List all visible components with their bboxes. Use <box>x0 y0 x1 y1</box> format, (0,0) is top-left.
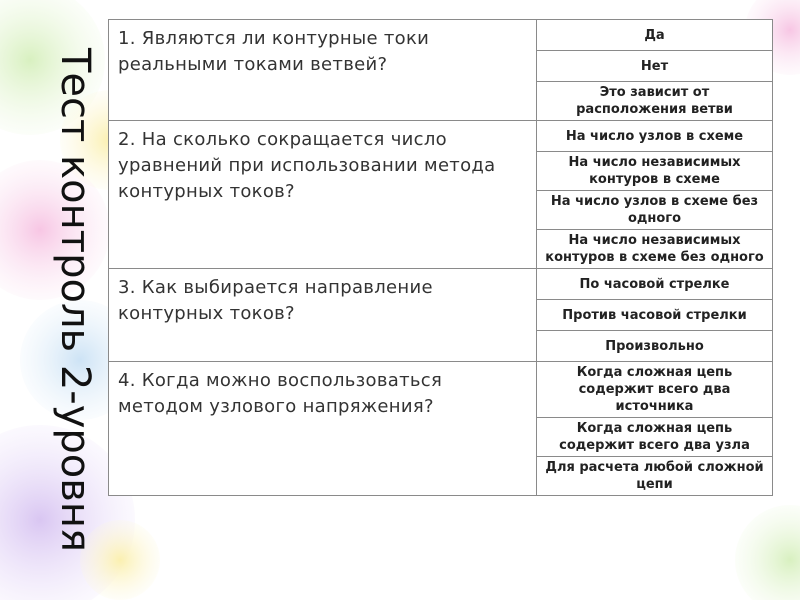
question-3: 3. Как выбирается направление контурных токов? <box>109 269 537 362</box>
answer-option[interactable]: Да <box>537 20 773 51</box>
table-row <box>109 121 773 152</box>
table-row <box>109 362 773 418</box>
answer-option[interactable]: Нет <box>537 51 773 82</box>
side-title: Тест контроль 2-уровня <box>52 47 98 553</box>
table-row <box>109 20 773 51</box>
answer-option[interactable]: Это зависит от расположения ветви <box>537 82 773 121</box>
question-4: 4. Когда можно воспользоваться методом узлового напряжения? <box>109 362 537 496</box>
quiz-table <box>108 19 773 496</box>
question-1: 1. Являются ли контурные токи реальными токами ветвей? <box>109 20 537 121</box>
answer-option[interactable]: По часовой стрелке <box>537 269 773 300</box>
answer-option[interactable]: Когда сложная цепь содержит всего два источника <box>537 362 773 418</box>
answer-option[interactable]: Для расчета любой сложной цепи <box>537 457 773 496</box>
answer-option[interactable]: На число узлов в схеме <box>537 121 773 152</box>
answer-option[interactable]: На число узлов в схеме без одного <box>537 191 773 230</box>
answer-option[interactable]: На число независимых контуров в схеме <box>537 152 773 191</box>
answer-option[interactable]: Против часовой стрелки <box>537 300 773 331</box>
answer-option[interactable]: Когда сложная цепь содержит всего два узла <box>537 418 773 457</box>
table-row <box>109 269 773 300</box>
answer-option[interactable]: На число независимых контуров в схеме без одного <box>537 230 773 269</box>
answer-option[interactable]: Произвольно <box>537 331 773 362</box>
question-2: 2. На сколько сокращается число уравнений при использовании метода контурных токов? <box>109 121 537 269</box>
decor-bubble-green-corner <box>735 505 800 600</box>
